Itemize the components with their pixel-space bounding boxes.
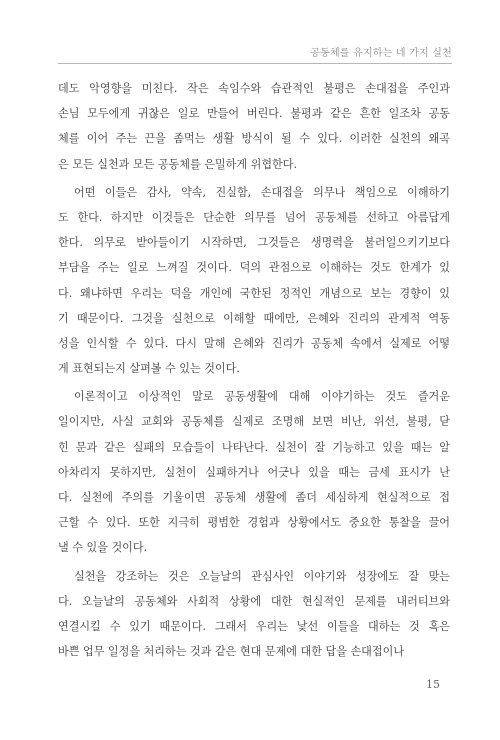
text-line: 바쁜 업무 일정을 처리하는 것과 같은 현대 문제에 대한 답을 손대접이나 — [58, 645, 405, 659]
text-line: 손님 모두에게 귀찮은 일로 만들어 버린다. 불평과 같은 흔한 일조차 공동 — [58, 107, 450, 121]
text-line: 체를 이어 주는 끈을 좀먹는 생활 방식이 될 수 있다. 이러한 실천의 왜곡 — [58, 132, 450, 146]
text-line: 근할 수 있다. 또한 지극히 평범한 경험과 상황에서도 중요한 통찰을 끌어 — [58, 516, 450, 530]
body-text — [58, 76, 450, 667]
paragraph — [58, 384, 450, 560]
text-line: 이론적이고 이상적인 말로 공동생활에 대해 이야기하는 것도 즐거운 — [74, 390, 450, 404]
running-header: 공동체를 유지하는 네 가지 실천 — [310, 48, 452, 59]
paragraph — [58, 76, 450, 177]
text-line: 게 표현되는지 살펴볼 수 있는 것이다. — [58, 362, 240, 376]
text-line: 한다. 의무로 받아들이기 시작하면, 그것들은 생명력을 불러일으키기보다 — [58, 236, 450, 250]
text-line: 은 모든 실천과 모든 공동체를 은밀하게 위협한다. — [58, 157, 298, 171]
text-line: 데도 악영향을 미친다. 작은 속임수와 습관적인 불평은 손대접을 주인과 — [58, 82, 450, 95]
paragraph — [58, 564, 450, 665]
text-line: 힌 문과 같은 실패의 모습들이 나타난다. 실천이 잘 기능하고 있을 때는 알 — [58, 440, 450, 454]
text-line: 연결시킬 수 있기 때문이다. 그래서 우리는 낯선 이들을 대하는 것 혹은 — [58, 619, 450, 633]
text-line: 실천을 강조하는 것은 오늘날의 관심사인 이야기와 성장에도 잘 맞는 — [74, 569, 450, 583]
text-line: 부담을 주는 일로 느껴질 것이다. 덕의 관점으로 이해하는 것도 한계가 있 — [58, 261, 450, 275]
text-line: 다. 오늘날의 공동체와 사회적 상황에 대한 현실적인 문제를 내러티브와 — [58, 594, 450, 608]
paragraph — [58, 180, 450, 382]
text-line: 다. 왜냐하면 우리는 덕을 개인에 국한된 정적인 개념으로 보는 경향이 있 — [58, 286, 450, 300]
text-line: 도 한다. 하지만 이것들은 단순한 의무를 넘어 공동체를 선하고 아름답게 — [58, 210, 450, 224]
text-line: 기 때문이다. 그것을 실천으로 이해할 때에만, 은혜와 진리의 관계적 역동 — [58, 311, 450, 325]
text-line: 어떤 이들은 감사, 약속, 진실함, 손대접을 의무나 책임으로 이해하기 — [74, 185, 450, 199]
text-line: 성을 인식할 수 있다. 다시 말해 은혜와 진리가 공동체 속에서 실제로 어떻 — [58, 336, 450, 350]
text-line: 낼 수 있을 것이다. — [58, 541, 148, 555]
header-divider — [58, 63, 452, 64]
text-line: 일이지만, 사실 교회와 공동체를 실제로 조명해 보면 비난, 위선, 불평, 닫 — [58, 415, 450, 429]
text-line: 다. 실천에 주의를 기울이면 공동체 생활에 좀더 세심하게 현실적으로 접 — [58, 491, 450, 504]
page-number: 15 — [426, 678, 440, 691]
text-line: 아차리지 못하지만, 실천이 실패하거나 어긋나 있을 때는 금세 표시가 난 — [58, 465, 450, 479]
